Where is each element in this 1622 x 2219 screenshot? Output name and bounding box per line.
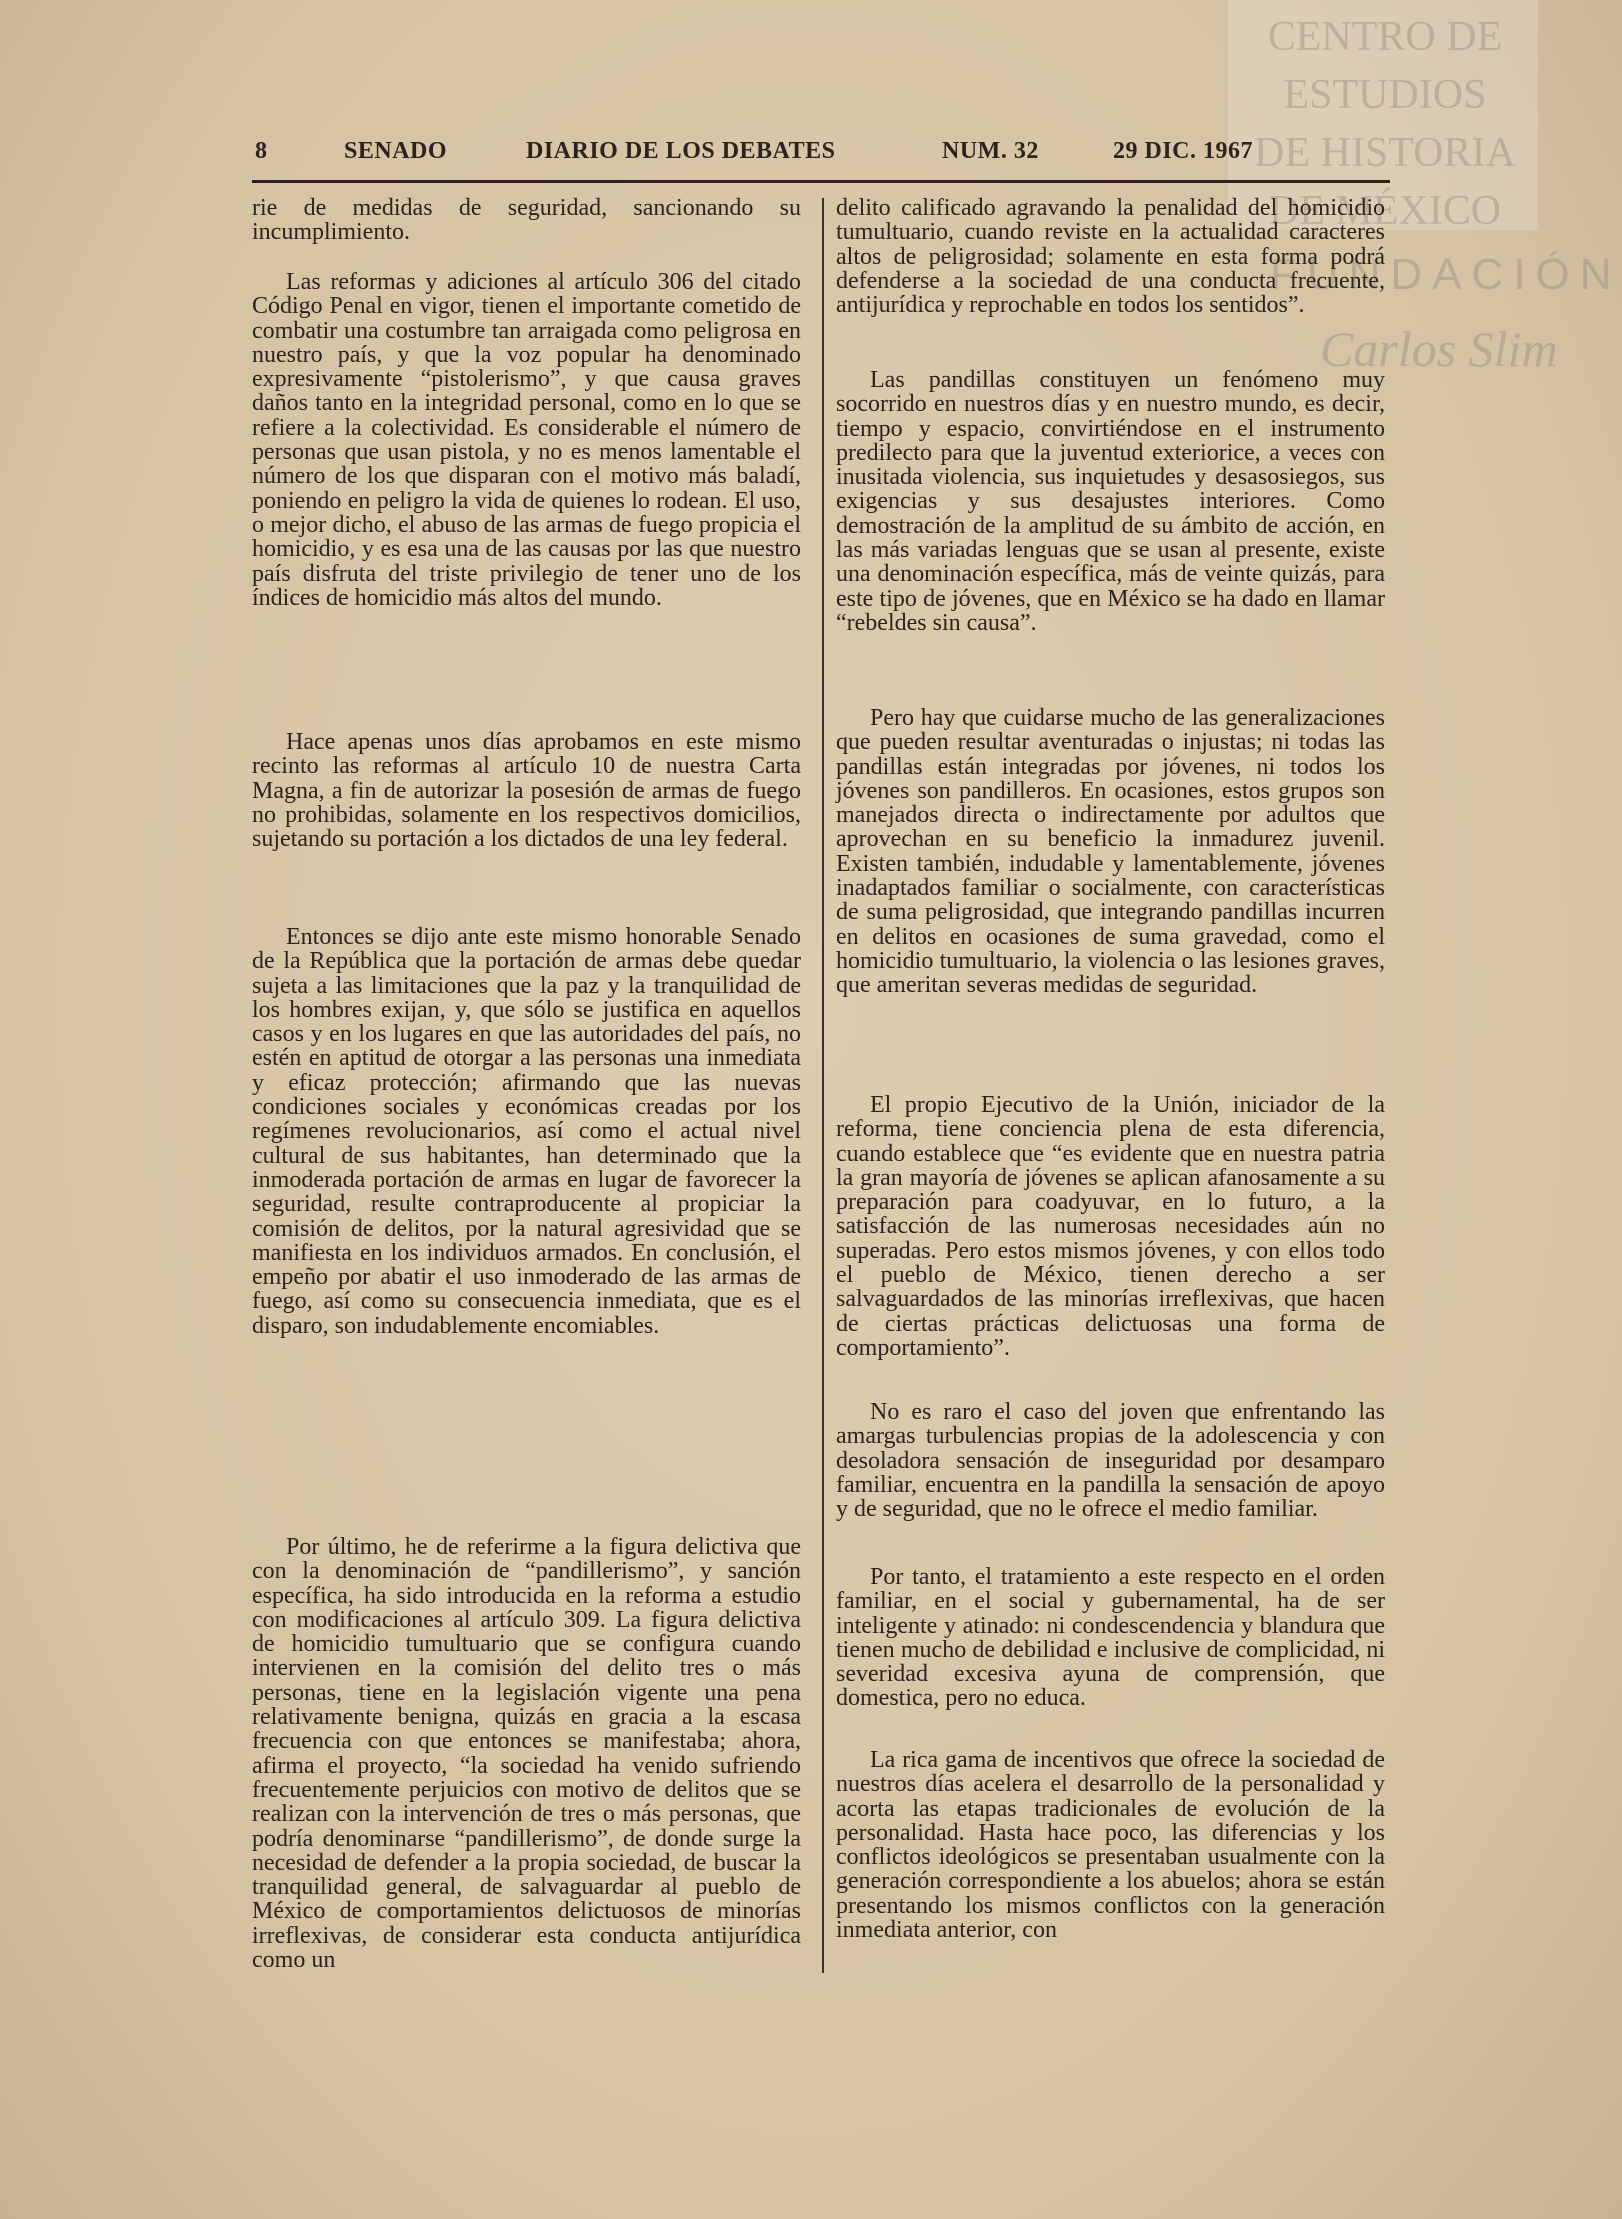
paragraph: rie de medidas de seguridad, sancionando su incumplimiento. <box>252 195 801 246</box>
column-divider <box>822 198 824 1973</box>
paragraph: Por tanto, el tratamiento a este respecto en el orden familiar, en el social y gubernamental, ha de ser inteligente y atinado: ni condescendencia y blandura que tienen mucho de debilidad e inclusive de complicidad, ni severidad excesiva ayuna de comprensión, que domestica, pero no educa. <box>836 1564 1385 1712</box>
paragraph: Hace apenas unos días aprobamos en este mismo recinto las reformas al artículo 10 de nuestra Carta Magna, a fin de autorizar la posesión de armas de fuego no prohibidas, solamente en los respectivos domicilios, sujetando su portación a los dictados de una ley federal. <box>252 729 801 853</box>
watermark-line: ESTUDIOS <box>1283 72 1487 118</box>
watermark-line: DE MÉXICO <box>1268 188 1502 234</box>
issue-date: 29 DIC. 1967 <box>1113 138 1254 164</box>
paragraph: Entonces se dijo ante este mismo honorable Senado de la República que la portación de armas debe quedar sujeta a las limitaciones que la paz y la tranquilidad de los hombres exijan, y, que sólo se justifica en aquellos casos y en los lugares en que las autoridades del país, no estén en aptitud de otorgar a las personas una inmediata y eficaz protección; afirmando que las nuevas condiciones sociales y económicas creadas por los regímenes revolucionarios, así como el actual nivel cultural de sus habitantes, han determinado que la inmoderada portación de armas en lugar de favorecer la seguridad, resulte contraproducente al propiciar la comisión de delitos, por la natural agresividad que se manifiesta en los individuos armados. En conclusión, el empeño por abatir el uso inmoderado de las armas de fuego, así como su consecuencia inmediata, que es el disparo, son indudablemente encomiables. <box>252 924 801 1339</box>
paragraph: La rica gama de incentivos que ofrece la sociedad de nuestros días acelera el desarrollo de la personalidad y acorta las etapas tradicionales de evolución de la personalidad. Hasta hace poco, las diferencias y los conflictos ideológicos se presentaban usualmente con la generación correspondiente a los abuelos; ahora se están presentando los mismos conflictos con la generación inmediata anterior, con <box>836 1747 1385 1944</box>
paragraph: Por último, he de referirme a la figura delictiva que con la denominación de “pandillerismo”, y sanción específica, ha sido introducida en la reforma a estudio con modificaciones al artículo 309. La figura delictiva de homicidio tumultuario que se configura cuando intervienen en la comisión del delito tres o más personas, tiene en la legislación vigente una pena relativamente benigna, quizás en gracia a la escasa frecuencia con que entonces se manifestaba; ahora, afirma el proyecto, “la sociedad ha venido sufriendo frecuentemente perjuicios con motivo de delitos que se realizan con la intervención de tres o más personas, que podría denominarse “pandillerismo”, de donde surge la necesidad de defender a la propia sociedad, de buscar la tranquilidad general, de salvaguardar al pueblo de México de comportamientos delictuosos de minorías irreflexivas, de considerar esta conducta antijurídica como un <box>252 1534 801 1974</box>
header-rule <box>252 180 1390 183</box>
paragraph: Pero hay que cuidarse mucho de las generalizaciones que pueden resultar aventuradas o injustas; ni todas las pandillas están integradas por jóvenes, ni todos los jóvenes son pandilleros. En ocasiones, estos grupos son manejados directa o indirectamente por adultos que aprovechan en su beneficio la inmadurez juvenil. Existen también, indudable y lamentablemente, jóvenes inadaptados familiar o socialmente, con características de suma peligrosidad, que integrando pandillas incurren en delitos en ocasiones de suma gravedad, como el homicidio tumultuario, la violencia o las lesiones graves, que ameritan severas medidas de seguridad. <box>836 705 1385 999</box>
chamber-name: SENADO <box>344 138 448 164</box>
paragraph: Las pandillas constituyen un fenómeno muy socorrido en nuestros días y en nuestro mundo, es decir, tiempo y espacio, convirtiéndose en el instrumento predilecto para que la juventud exteriorice, a veces con inusitada violencia, sus inquietudes y desasosiegos, sus exigencias y sus desajustes interiores. Como demostración de la amplitud de su ámbito de acción, en las más variadas lenguas que se usan al presente, existe una denominación específica, más de veinte quizás, para este tipo de jóvenes, que en México se ha dado en llamar “rebeldes sin causa”. <box>836 367 1385 636</box>
paragraph: El propio Ejecutivo de la Unión, iniciador de la reforma, tiene conciencia plena de esta diferencia, cuando establece que “es evidente que en nuestra patria la gran mayoría de jóvenes se aplican afanosamente a su preparación para coadyuvar, en lo futuro, a la satisfacción de las numerosas necesidades aún no superadas. Pero estos mismos jóvenes, y con ellos todo el pueblo de México, tienen derecho a ser salvaguardados de las minorías irreflexivas, que hacen de ciertas prácticas delictuosas una forma de comportamiento”. <box>836 1092 1385 1361</box>
watermark-line: DE HISTORIA <box>1254 130 1516 176</box>
watermark-foundation: FUNDACIÓN <box>1270 250 1622 299</box>
paragraph: No es raro el caso del joven que enfrentando las amargas turbulencias propias de la adolescencia y con desoladora sensación de inseguridad por desamparo familiar, encuentra en la pandilla la sensación de apoyo y de seguridad, que no le ofrece el medio familiar. <box>836 1399 1385 1523</box>
watermark-signature: Carlos Slim <box>1320 321 1558 377</box>
paragraph: delito calificado agravando la penalidad del homicidio tumultuario, cuando reviste en la actualidad caracteres altos de peligrosidad; solamente en esta forma podrá defenderse a la sociedad de una conducta frecuente, antijurídica y reprochable en todos los sentidos”. <box>836 195 1385 319</box>
paragraph: Las reformas y adiciones al artículo 306 del citado Código Penal en vigor, tienen el importante cometido de combatir una costumbre tan arraigada como peligrosa en nuestro país, y que la voz popular ha denominado expresivamente “pistolerismo”, y que causa graves daños tanto en la integridad personal, como en lo que se refiere a la colectividad. Es considerable el número de personas que usan pistola, y no es menos lamentable el número de los que disparan con el motivo más baladí, poniendo en peligro la vida de quienes lo rodean. El uso, o mejor dicho, el abuso de las armas de fuego propicia el homicidio, y es esa una de las causas por las que nuestro país disfruta del triste privilegio de tener uno de los índices de homicidio más altos del mundo. <box>252 269 801 611</box>
page-number: 8 <box>255 138 268 164</box>
issue-number: NUM. 32 <box>942 138 1039 164</box>
publication-title: DIARIO DE LOS DEBATES <box>526 138 836 164</box>
watermark-line: CENTRO DE <box>1267 14 1503 60</box>
